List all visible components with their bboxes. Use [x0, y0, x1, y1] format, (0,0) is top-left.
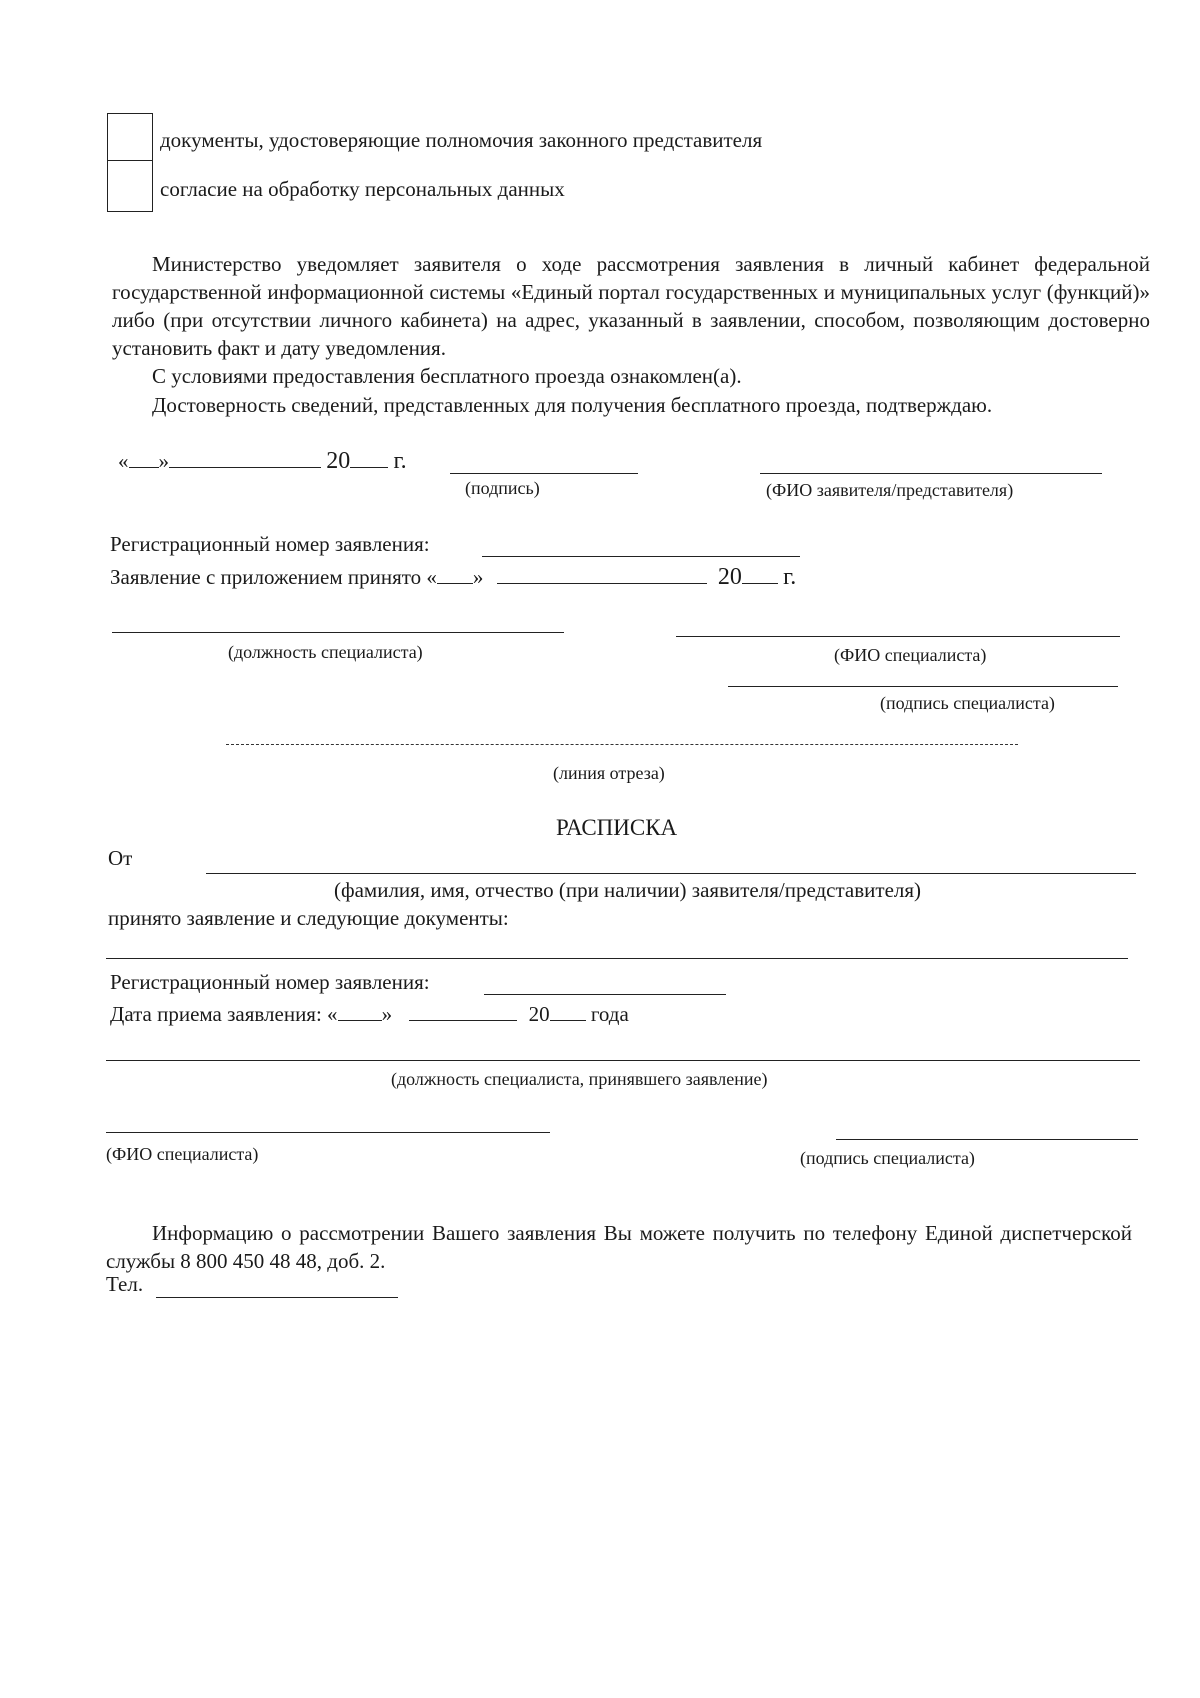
receipt-docs-line[interactable]	[106, 958, 1128, 959]
applicant-signature-line[interactable]	[450, 473, 638, 474]
accepted-year-suffix: г.	[783, 564, 797, 590]
applicant-fio-line[interactable]	[760, 473, 1102, 474]
accepted-year-blank[interactable]	[742, 565, 778, 584]
receipt-accepted-docs: принято заявление и следующие документы:	[108, 906, 509, 930]
receipt-year-suffix: года	[590, 1002, 629, 1026]
receipt-specialist-signature-caption: (подпись специалиста)	[800, 1148, 975, 1168]
day-blank[interactable]	[129, 449, 159, 468]
receipt-date-row	[110, 1002, 629, 1027]
receipt-position-caption: (должность специалиста, принявшего заявление)	[391, 1069, 768, 1089]
reg-number-label: Регистрационный номер заявления:	[110, 532, 430, 556]
specialist-signature-caption: (подпись специалиста)	[880, 693, 1055, 713]
checkbox-personal-data-consent[interactable]	[107, 160, 153, 212]
cut-line-caption: (линия отреза)	[553, 763, 665, 783]
specialist-fio-line[interactable]	[676, 636, 1120, 637]
receipt-specialist-signature-line[interactable]	[836, 1139, 1138, 1140]
receipt-specialist-fio-line[interactable]	[106, 1132, 550, 1133]
accepted-row	[110, 564, 796, 591]
month-blank[interactable]	[169, 449, 321, 468]
year-prefix: 20	[326, 448, 351, 474]
accepted-quote-close: »	[472, 565, 484, 589]
receipt-date-close: »	[381, 1002, 393, 1026]
checkbox-label-personal-data-consent: согласие на обработку персональных данных	[160, 177, 565, 201]
receipt-reg-number-label: Регистрационный номер заявления:	[110, 970, 430, 994]
info-paragraph: Информацию о рассмотрении Вашего заявления Вы можете получить по телефону Единой диспетчерской службы 8 800 450 48 48, доб. 2.	[106, 1221, 1132, 1273]
checkbox-label-legal-rep-docs: документы, удостоверяющие полномочия законного представителя	[160, 128, 763, 152]
receipt-from-caption: (фамилия, имя, отчество (при наличии) заявителя/представителя)	[334, 878, 922, 902]
tel-label: Тел.	[106, 1272, 144, 1296]
receipt-year-prefix: 20	[528, 1002, 550, 1026]
specialist-fio-caption: (ФИО специалиста)	[834, 645, 987, 665]
confirm-statement: Достоверность сведений, представленных для получения бесплатного проезда, подтверждаю.	[152, 393, 993, 417]
year-suffix: г.	[393, 448, 407, 474]
receipt-month-blank[interactable]	[409, 1002, 517, 1021]
notice-paragraph: Министерство уведомляет заявителя о ходе рассмотрения заявления в личный кабинет федеральной государственной информационной системы «Единый портал государственных и муниципальных услуг (функций)» либо (при отсутствии личного кабинета) на адрес, указанный в заявлении, способом, позволяющим достоверно установить факт и дату уведомления.	[112, 252, 1150, 360]
receipt-from-line[interactable]	[206, 873, 1136, 874]
specialist-position-caption: (должность специалиста)	[228, 642, 423, 662]
accepted-month-blank[interactable]	[497, 565, 707, 584]
specialist-position-line[interactable]	[112, 632, 564, 633]
receipt-position-line[interactable]	[106, 1060, 1140, 1061]
checkbox-legal-rep-docs[interactable]	[107, 113, 153, 161]
acquainted-statement: С условиями предоставления бесплатного проезда ознакомлен(а).	[152, 364, 742, 388]
quote-close: »	[158, 449, 169, 473]
accepted-day-blank[interactable]	[437, 565, 473, 584]
receipt-date-label: Дата приема заявления: «	[110, 1002, 338, 1026]
reg-number-line[interactable]	[482, 556, 800, 557]
cut-line	[226, 744, 1018, 745]
receipt-reg-number-line[interactable]	[484, 994, 726, 995]
specialist-signature-line[interactable]	[728, 686, 1118, 687]
accepted-year-prefix: 20	[717, 564, 742, 590]
applicant-date-row	[118, 448, 407, 475]
year-blank[interactable]	[350, 449, 388, 468]
applicant-signature-caption: (подпись)	[465, 478, 540, 498]
receipt-year-blank[interactable]	[550, 1002, 586, 1021]
receipt-specialist-fio-caption: (ФИО специалиста)	[106, 1144, 259, 1164]
receipt-title: РАСПИСКА	[556, 815, 678, 840]
tel-line[interactable]	[156, 1297, 398, 1298]
accepted-label: Заявление с приложением принято «	[110, 565, 437, 589]
quote-open: «	[118, 449, 129, 473]
receipt-day-blank[interactable]	[338, 1002, 382, 1021]
applicant-fio-caption: (ФИО заявителя/представителя)	[766, 480, 1014, 500]
receipt-from-label: От	[108, 846, 133, 870]
